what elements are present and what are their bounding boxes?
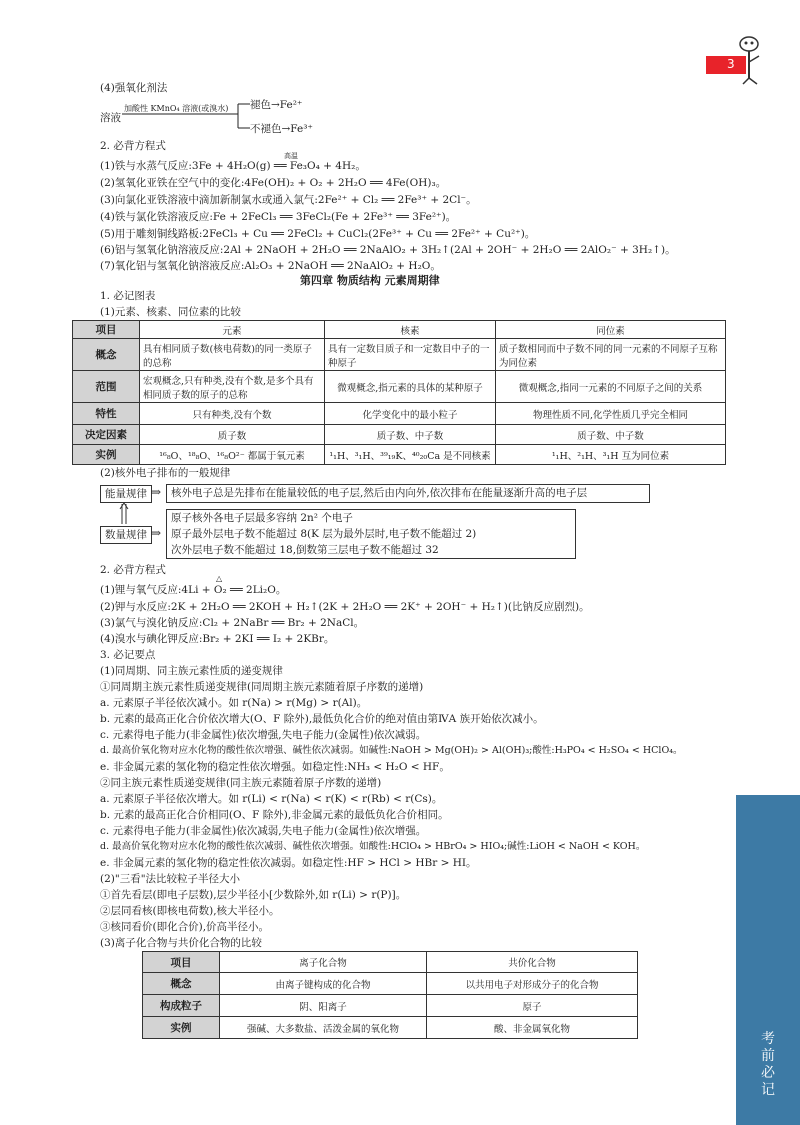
table1-header: 核素 [325, 321, 496, 339]
table2-cell: 强碱、大多数盐、活泼金属的氧化物 [220, 1017, 427, 1039]
table1-row-label: 实例 [73, 445, 140, 465]
branch-top: 褪色→Fe²⁺ [250, 99, 303, 111]
count-rule-line: 原子最外层电子数不能超过 8(K 层为最外层时,电子数不能超过 2) [171, 528, 477, 540]
text-line: (1)同周期、同主族元素性质的递变规律 [100, 665, 283, 677]
sidebar-label: 考前必记 [761, 1031, 775, 1098]
text-line: ①同周期主族元素性质递变规律(同周期主族元素随着原子序数的递增) [100, 681, 424, 693]
table1-cell: 质子数、中子数 [496, 425, 726, 445]
table2-cell: 原子 [427, 995, 638, 1017]
text-line: b. 元素的最高正化合价依次增大(O、F 除外),最低负化合价的绝对值由第ⅣA 族开始依次减小。 [100, 713, 544, 725]
table2-header: 共价化合物 [427, 952, 638, 973]
text-line: b. 元素的最高正化合价相同(O、F 除外),非金属元素的最低负化合价相同。 [100, 809, 449, 821]
table1-cell: ¹₁H、²₁H、³₁H 互为同位素 [496, 445, 726, 465]
high-temp-note: 高温 [284, 152, 298, 160]
reagent-label: 加酸性 KMnO₄ 溶液(或溴水) [124, 104, 229, 113]
solution-label: 溶液 [100, 112, 121, 124]
s1-must-eq-title: 2. 必背方程式 [100, 140, 166, 152]
table2-header: 项目 [143, 952, 220, 973]
table1-cell: 质子数 [140, 425, 325, 445]
s2-eq-4: (4)溴水与碘化钾反应:Br₂ + 2KI ══ I₂ + 2KBr。 [100, 633, 335, 645]
text-line: a. 元素原子半径依次增大。如 r(Li) < r(Na) < r(K) < r(Rb) < r(Cs)。 [100, 793, 443, 805]
page-number: 3 [727, 57, 735, 71]
s1-eq-1: (1)铁与水蒸气反应:3Fe + 4H₂O(g) ══ Fe₃O₄ + 4H₂。 [100, 160, 366, 172]
s1-eq-3: (3)向氯化亚铁溶液中滴加新制氯水或通入氯气:2Fe²⁺ + Cl₂ ══ 2Fe³⁺ + 2Cl⁻。 [100, 194, 477, 206]
table1-cell: 质子数、中子数 [325, 425, 496, 445]
mascot-icon [735, 34, 767, 86]
text-line: a. 元素原子半径依次减小。如 r(Na) > r(Mg) > r(Al)。 [100, 697, 368, 709]
text-line: ②层同看核(即核电荷数),核大半径小。 [100, 905, 280, 917]
up-arrow [118, 502, 130, 526]
text-line: (2)"三看"法比较粒子半径大小 [100, 873, 241, 885]
table1-cell: 微观概念,指同一元素的不同原子之间的关系 [496, 371, 726, 403]
table2-row-label: 构成粒子 [143, 995, 220, 1017]
s1-eq-4: (4)铁与氯化铁溶液反应:Fe + 2FeCl₃ ══ 3FeCl₂(Fe + 2Fe³⁺ ══ 3Fe²⁺)。 [100, 211, 457, 223]
table2-cell: 以共用电子对形成分子的化合物 [427, 973, 638, 995]
chapter-title: 第四章 物质结构 元素周期律 [300, 274, 440, 287]
text-line: d. 最高价氧化物对应水化物的酸性依次增强、碱性依次减弱。如碱性:NaOH > Mg(OH)₂ > Al(OH)₃;酸性:H₃PO₄ < H₂SO₄ < HClO₄。 [100, 745, 683, 756]
table1-cell: ¹⁶₈O、¹⁸₈O、¹⁶₈O²⁻ 都属于氧元素 [140, 445, 325, 465]
table1-row-label: 决定因素 [73, 425, 140, 445]
energy-arrow: ⇒ [151, 485, 162, 499]
s1-eq-5: (5)用于雕刻铜线路板:2FeCl₃ + Cu ══ 2FeCl₂ + CuCl₂(2Fe³⁺ + Cu ══ 2Fe²⁺ + Cu²⁺)。 [100, 228, 536, 240]
table1-cell: ¹₁H、³₁H、³⁹₁₉K、⁴⁰₂₀Ca 是不同核素 [325, 445, 496, 465]
table1-cell: 微观概念,指元素的具体的某种原子 [325, 371, 496, 403]
text-line: c. 元素得电子能力(非金属性)依次增强,失电子能力(金属性)依次减弱。 [100, 729, 427, 741]
s2-eq-2: (2)钾与水反应:2K + 2H₂O ══ 2KOH + H₂↑(2K + 2H₂O ══ 2K⁺ + 2OH⁻ + H₂↑)(比钠反应剧烈)。 [100, 601, 590, 613]
table1-title: (1)元素、核素、同位素的比较 [100, 306, 241, 318]
table2-cell: 酸、非金属氧化物 [427, 1017, 638, 1039]
table1-cell: 具有相同质子数(核电荷数)的同一类原子的总称 [140, 339, 325, 371]
element-comparison-table [72, 320, 726, 465]
table1-row-label: 概念 [73, 339, 140, 371]
count-rule-line: 次外层电子数不能超过 18,倒数第三层电子数不能超过 32 [171, 544, 439, 556]
text-line: (3)离子化合物与共价化合物的比较 [100, 937, 262, 949]
table2-header: 离子化合物 [220, 952, 427, 973]
table1-header: 元素 [140, 321, 325, 339]
text-line: e. 非金属元素的氢化物的稳定性依次增强。如稳定性:NH₃ < H₂O < HF。 [100, 761, 450, 773]
electron-title: (2)核外电子排布的一般规律 [100, 467, 231, 479]
charts-title: 1. 必记图表 [100, 290, 156, 302]
count-rule-box [166, 509, 576, 559]
table2-cell: 阴、阳离子 [220, 995, 427, 1017]
s1-eq-6: (6)铝与氢氧化钠溶液反应:2Al + 2NaOH + 2H₂O ══ 2NaAlO₂ + 3H₂↑(2Al + 2OH⁻ + 2H₂O ══ 2AlO₂⁻ + 3H₂↑)。 [100, 244, 676, 256]
compound-comparison-table [142, 951, 638, 1039]
table2-cell: 由离子键构成的化合物 [220, 973, 427, 995]
heat-note: △ [216, 574, 223, 583]
table1-cell: 物理性质不同,化学性质几乎完全相同 [496, 403, 726, 425]
text-line: ③核同看价(即化合价),价高半径小。 [100, 921, 270, 933]
table1-row-label: 范围 [73, 371, 140, 403]
table2-row-label: 概念 [143, 973, 220, 995]
table1-header: 同位素 [496, 321, 726, 339]
s1-eq-2: (2)氢氧化亚铁在空气中的变化:4Fe(OH)₂ + O₂ + 2H₂O ══ 4Fe(OH)₃。 [100, 177, 447, 189]
text-line: d. 最高价氧化物对应水化物的酸性依次减弱、碱性依次增强。如酸性:HClO₄ > HBrO₄ > HIO₄;碱性:LiOH < NaOH < KOH。 [100, 841, 646, 852]
branch-arrows [122, 100, 252, 136]
energy-rule-text: 核外电子总是先排布在能量较低的电子层,然后由内向外,依次排布在能量逐渐升高的电子层 [166, 484, 650, 503]
table1-cell: 质子数相同而中子数不同的同一元素的不同原子互称为同位素 [496, 339, 726, 371]
branch-bottom: 不褪色→Fe³⁺ [250, 123, 313, 135]
table1-cell: 宏观概念,只有种类,没有个数,是多个具有相同质子数的原子的总称 [140, 371, 325, 403]
table1-header: 项目 [73, 321, 140, 339]
text-line: c. 元素得电子能力(非金属性)依次减弱,失电子能力(金属性)依次增强。 [100, 825, 427, 837]
table1-cell: 化学变化中的最小粒子 [325, 403, 496, 425]
table1-row-label: 特性 [73, 403, 140, 425]
count-rule-label: 数量规律 [100, 526, 152, 544]
sidebar-band [736, 795, 800, 1125]
count-rule-line: 原子核外各电子层最多容纳 2n² 个电子 [171, 512, 353, 524]
strong-oxidant-heading: (4)强氧化剂法 [100, 82, 168, 94]
s2-must-eq-title: 2. 必背方程式 [100, 564, 166, 576]
s2-eq-3: (3)氯气与溴化钠反应:Cl₂ + 2NaBr ══ Br₂ + 2NaCl。 [100, 617, 365, 629]
text-line: ②同主族元素性质递变规律(同主族元素随着原子序数的递增) [100, 777, 382, 789]
table1-cell: 只有种类,没有个数 [140, 403, 325, 425]
s2-eq-1: (1)锂与氧气反应:4Li + O₂ ══ 2Li₂O。 [100, 584, 287, 596]
text-line: e. 非金属元素的氢化物的稳定性依次减弱。如稳定性:HF > HCl > HBr > HI。 [100, 857, 477, 869]
count-arrow: ⇒ [151, 526, 162, 540]
table2-row-label: 实例 [143, 1017, 220, 1039]
text-line: ①首先看层(即电子层数),层少半径小[少数除外,如 r(Li) > r(P)]。 [100, 889, 407, 901]
energy-rule-label: 能量规律 [100, 485, 152, 503]
table1-cell: 具有一定数目质子和一定数目中子的一种原子 [325, 339, 496, 371]
key-points-title: 3. 必记要点 [100, 649, 156, 661]
s1-eq-7: (7)氧化铝与氢氧化钠溶液反应:Al₂O₃ + 2NaOH ══ 2NaAlO₂ + H₂O。 [100, 260, 441, 272]
